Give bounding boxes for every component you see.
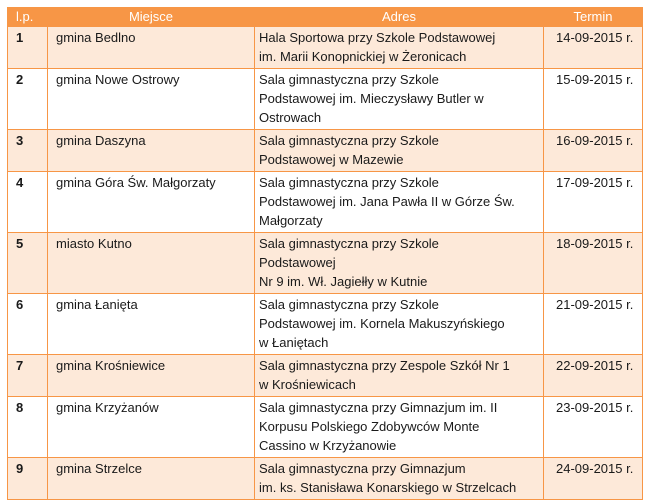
row-number: 1 bbox=[8, 27, 48, 69]
row-place: miasto Kutno bbox=[48, 233, 255, 294]
row-date: 17-09-2015 r. bbox=[544, 172, 643, 233]
row-address bbox=[255, 130, 544, 172]
row-place: gmina Daszyna bbox=[48, 130, 255, 172]
address-line: im. ks. Stanisława Konarskiego w Strzelcach bbox=[259, 480, 517, 495]
row-number: 3 bbox=[8, 130, 48, 172]
schedule-table bbox=[7, 7, 643, 500]
row-place: gmina Krzyżanów bbox=[48, 397, 255, 458]
address-line: Cassino w Krzyżanowie bbox=[259, 438, 397, 453]
header-lp: l.p. bbox=[8, 8, 48, 27]
table-header bbox=[8, 8, 643, 27]
table-row bbox=[8, 27, 643, 69]
address-line: Nr 9 im. Wł. Jagiełły w Kutnie bbox=[259, 274, 428, 289]
address-line: Sala gimnastyczna przy Szkole bbox=[259, 72, 439, 87]
row-date: 16-09-2015 r. bbox=[544, 130, 643, 172]
table-row bbox=[8, 172, 643, 233]
address-line: Sala gimnastyczna przy Zespole Szkół Nr 1 bbox=[259, 358, 510, 373]
row-address bbox=[255, 27, 544, 69]
address-line: Podstawowej im. Kornela Makuszyńskiego bbox=[259, 316, 505, 331]
row-date: 15-09-2015 r. bbox=[544, 69, 643, 130]
row-number: 9 bbox=[8, 458, 48, 500]
row-number: 5 bbox=[8, 233, 48, 294]
address-line: Małgorzaty bbox=[259, 213, 323, 228]
header-row bbox=[8, 8, 643, 27]
table-row bbox=[8, 294, 643, 355]
header-miejsce: Miejsce bbox=[48, 8, 255, 27]
row-place: gmina Góra Św. Małgorzaty bbox=[48, 172, 255, 233]
row-address bbox=[255, 355, 544, 397]
address-line: w Krośniewicach bbox=[259, 377, 356, 392]
address-line: Podstawowej w Mazewie bbox=[259, 152, 404, 167]
row-address bbox=[255, 69, 544, 130]
row-date: 14-09-2015 r. bbox=[544, 27, 643, 69]
address-line: Sala gimnastyczna przy Szkole bbox=[259, 297, 439, 312]
address-line: Korpusu Polskiego Zdobywców Monte bbox=[259, 419, 480, 434]
row-address bbox=[255, 397, 544, 458]
address-line: Podstawowej im. Mieczysławy Butler w bbox=[259, 91, 484, 106]
table-row bbox=[8, 355, 643, 397]
row-date: 18-09-2015 r. bbox=[544, 233, 643, 294]
row-place: gmina Nowe Ostrowy bbox=[48, 69, 255, 130]
row-number: 2 bbox=[8, 69, 48, 130]
row-address bbox=[255, 233, 544, 294]
row-date: 24-09-2015 r. bbox=[544, 458, 643, 500]
address-line: Sala gimnastyczna przy Szkole bbox=[259, 175, 439, 190]
table-row bbox=[8, 130, 643, 172]
row-place: gmina Strzelce bbox=[48, 458, 255, 500]
header-adres: Adres bbox=[255, 8, 544, 27]
table-row bbox=[8, 233, 643, 294]
row-date: 21-09-2015 r. bbox=[544, 294, 643, 355]
table-row bbox=[8, 397, 643, 458]
row-date: 23-09-2015 r. bbox=[544, 397, 643, 458]
header-termin: Termin bbox=[544, 8, 643, 27]
address-line: w Łaniętach bbox=[259, 335, 329, 350]
row-number: 8 bbox=[8, 397, 48, 458]
row-number: 7 bbox=[8, 355, 48, 397]
table-row bbox=[8, 69, 643, 130]
address-line: im. Marii Konopnickiej w Żeronicach bbox=[259, 49, 467, 64]
row-place: gmina Krośniewice bbox=[48, 355, 255, 397]
row-number: 4 bbox=[8, 172, 48, 233]
row-place: gmina Bedlno bbox=[48, 27, 255, 69]
row-address bbox=[255, 458, 544, 500]
row-place: gmina Łanięta bbox=[48, 294, 255, 355]
row-address bbox=[255, 172, 544, 233]
address-line: Podstawowej im. Jana Pawła II w Górze Św. bbox=[259, 194, 515, 209]
table-body bbox=[8, 27, 643, 500]
row-date: 22-09-2015 r. bbox=[544, 355, 643, 397]
row-address bbox=[255, 294, 544, 355]
table-row bbox=[8, 458, 643, 500]
address-line: Ostrowach bbox=[259, 110, 322, 125]
address-line: Sala gimnastyczna przy Gimnazjum bbox=[259, 461, 466, 476]
address-line: Podstawowej bbox=[259, 255, 336, 270]
address-line: Sala gimnastyczna przy Szkole bbox=[259, 133, 439, 148]
address-line: Sala gimnastyczna przy Gimnazjum im. II bbox=[259, 400, 498, 415]
row-number: 6 bbox=[8, 294, 48, 355]
address-line: Sala gimnastyczna przy Szkole bbox=[259, 236, 439, 251]
address-line: Hala Sportowa przy Szkole Podstawowej bbox=[259, 30, 496, 45]
